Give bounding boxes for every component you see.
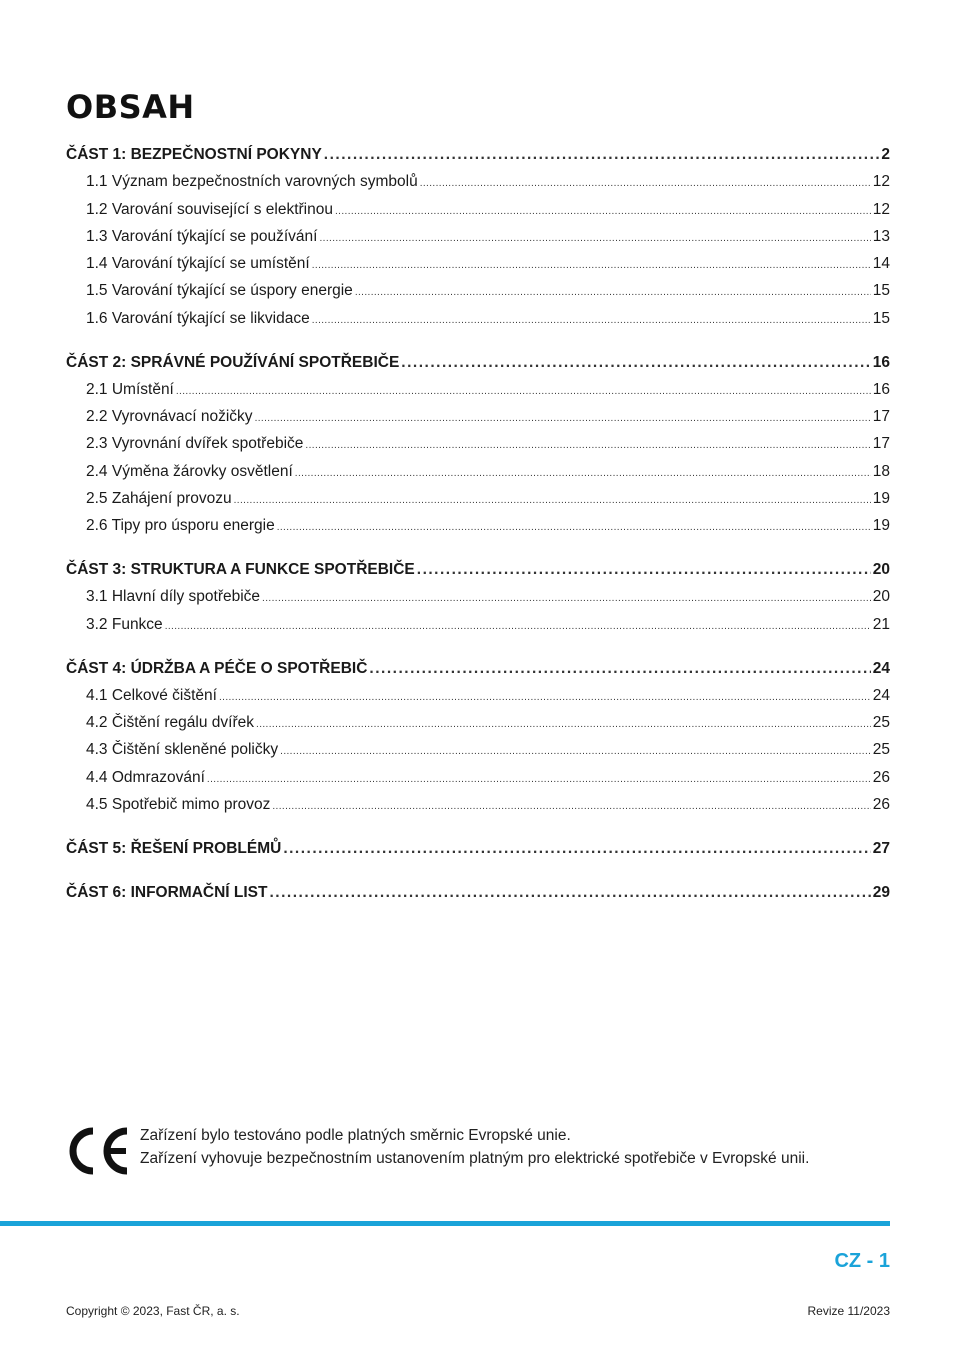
toc-entry-label: 4.5 Spotřebič mimo provoz [86, 796, 271, 814]
toc-dot-leader [272, 801, 870, 812]
toc-item[interactable] [66, 408, 890, 435]
toc-entry-label: ČÁST 6: INFORMAČNÍ LIST [66, 883, 268, 901]
toc-entry-label: ČÁST 2: SPRÁVNÉ POUŽÍVÁNÍ SPOTŘEBIČE [66, 353, 400, 371]
toc-dot-leader [207, 774, 871, 785]
toc-item[interactable] [66, 435, 890, 462]
toc-entry-page: 18 [872, 462, 890, 480]
toc-entry-label: 1.6 Varování týkající se likvidace [86, 309, 310, 327]
toc-entry-label: ČÁST 4: ÚDRŽBA A PÉČE O SPOTŘEBIČ [66, 659, 368, 677]
toc-item[interactable] [66, 588, 890, 615]
toc-dot-leader [283, 840, 870, 858]
toc-dot-leader [176, 386, 871, 397]
toc-entry-page: 13 [872, 227, 890, 245]
toc-dot-leader [305, 440, 870, 451]
ce-text-line2: Zařízení vyhovuje bezpečnostním ustanovením platným pro elektrické spotřebiče v Evropské unii. [140, 1150, 810, 1167]
toc-item[interactable] [66, 687, 890, 714]
toc-entry-page: 15 [872, 282, 890, 300]
toc-entry-label: 1.1 Význam bezpečnostních varovných symbolů [86, 173, 418, 191]
toc-item[interactable] [66, 490, 890, 517]
toc-entry-label: ČÁST 5: ŘEŠENÍ PROBLÉMŮ [66, 839, 282, 857]
toc-item[interactable] [66, 714, 890, 741]
toc-item[interactable] [66, 201, 890, 228]
toc-entry-page: 2 [881, 146, 890, 163]
toc-entry-label: 4.1 Celkové čištění [86, 686, 217, 704]
toc-entry-page: 26 [872, 768, 890, 786]
toc-dot-leader [312, 315, 871, 326]
toc-entry-label: 2.5 Zahájení provozu [86, 490, 232, 508]
toc-dot-leader [420, 178, 871, 189]
toc-entry-label: 2.1 Umístění [86, 380, 174, 398]
toc-dot-leader [165, 621, 871, 632]
toc-dot-leader [270, 884, 871, 902]
toc-entry-page: 25 [872, 741, 890, 759]
toc-entry-label: 1.3 Varování týkající se používání [86, 227, 318, 245]
toc-dot-leader [280, 746, 871, 757]
toc-dot-leader [335, 206, 871, 217]
ce-declaration [66, 1124, 809, 1176]
toc-dot-leader [262, 593, 871, 604]
toc-entry-label: 2.2 Vyrovnávací nožičky [86, 408, 253, 426]
toc-entry-page: 12 [872, 173, 890, 191]
table-of-contents [66, 146, 890, 911]
footer-divider [0, 1221, 890, 1226]
toc-chapter[interactable] [66, 146, 890, 173]
revision-text: Revize 11/2023 [807, 1304, 890, 1318]
toc-entry-label: 2.6 Tipy pro úsporu energie [86, 517, 275, 535]
toc-entry-page: 17 [872, 408, 890, 426]
toc-dot-leader [319, 233, 870, 244]
toc-entry-page: 15 [872, 309, 890, 327]
toc-dot-leader [417, 561, 871, 579]
page-title: OBSAH [66, 88, 195, 126]
toc-item[interactable] [66, 282, 890, 309]
toc-entry-label: 1.5 Varování týkající se úspory energie [86, 282, 353, 300]
toc-entry-label: ČÁST 1: BEZPEČNOSTNÍ POKYNY [66, 146, 322, 163]
toc-dot-leader [219, 692, 871, 703]
toc-entry-label: 3.2 Funkce [86, 615, 163, 633]
toc-item[interactable] [66, 796, 890, 823]
toc-item[interactable] [66, 463, 890, 490]
toc-chapter[interactable] [66, 884, 890, 911]
toc-entry-page: 17 [872, 435, 890, 453]
toc-item[interactable] [66, 741, 890, 768]
toc-entry-page: 24 [872, 686, 890, 704]
toc-entry-page: 16 [872, 380, 890, 398]
toc-item[interactable] [66, 228, 890, 255]
page-number: CZ - 1 [834, 1250, 890, 1272]
toc-item[interactable] [66, 173, 890, 200]
toc-item[interactable] [66, 769, 890, 796]
toc-chapter[interactable] [66, 660, 890, 687]
toc-chapter[interactable] [66, 840, 890, 867]
toc-entry-page: 20 [872, 561, 890, 579]
toc-dot-leader [256, 719, 871, 730]
ce-mark-icon [66, 1126, 130, 1176]
toc-chapter[interactable] [66, 354, 890, 381]
toc-dot-leader [355, 287, 871, 298]
toc-item[interactable] [66, 255, 890, 282]
toc-dot-leader [295, 468, 871, 479]
toc-item[interactable] [66, 517, 890, 544]
toc-dot-leader [234, 495, 871, 506]
toc-item[interactable] [66, 310, 890, 337]
toc-entry-page: 24 [872, 659, 890, 677]
toc-entry-label: 2.3 Vyrovnání dvířek spotřebiče [86, 435, 304, 453]
toc-entry-label: 4.3 Čištění skleněné poličky [86, 741, 279, 759]
toc-entry-label: 1.2 Varování související s elektřinou [86, 200, 333, 218]
toc-entry-page: 27 [872, 839, 890, 857]
toc-entry-page: 12 [872, 200, 890, 218]
toc-entry-page: 29 [872, 883, 890, 901]
toc-dot-leader [401, 354, 870, 372]
toc-entry-page: 16 [872, 353, 890, 371]
toc-entry-page: 19 [872, 490, 890, 508]
toc-entry-label: 4.4 Odmrazování [86, 768, 205, 786]
ce-text-line1: Zařízení bylo testováno podle platných směrnic Evropské unie. [140, 1127, 571, 1144]
toc-dot-leader [255, 413, 871, 424]
toc-item[interactable] [66, 381, 890, 408]
toc-entry-page: 20 [872, 588, 890, 606]
toc-dot-leader [324, 146, 880, 164]
toc-entry-page: 19 [872, 517, 890, 535]
toc-entry-label: 2.4 Výměna žárovky osvětlení [86, 462, 293, 480]
toc-entry-label: 1.4 Varování týkající se umístění [86, 255, 310, 273]
toc-entry-page: 14 [872, 255, 890, 273]
toc-dot-leader [312, 260, 871, 271]
toc-entry-label: ČÁST 3: STRUKTURA A FUNKCE SPOTŘEBIČE [66, 561, 415, 579]
copyright-text: Copyright © 2023, Fast ČR, a. s. [66, 1304, 240, 1318]
toc-entry-page: 21 [872, 615, 890, 633]
toc-entry-label: 4.2 Čištění regálu dvířek [86, 714, 255, 732]
toc-entry-page: 25 [872, 714, 890, 732]
toc-entry-label: 3.1 Hlavní díly spotřebiče [86, 588, 261, 606]
toc-entry-page: 26 [872, 796, 890, 814]
toc-dot-leader [277, 522, 871, 533]
toc-item[interactable] [66, 616, 890, 643]
toc-dot-leader [369, 660, 870, 678]
toc-chapter[interactable] [66, 561, 890, 588]
